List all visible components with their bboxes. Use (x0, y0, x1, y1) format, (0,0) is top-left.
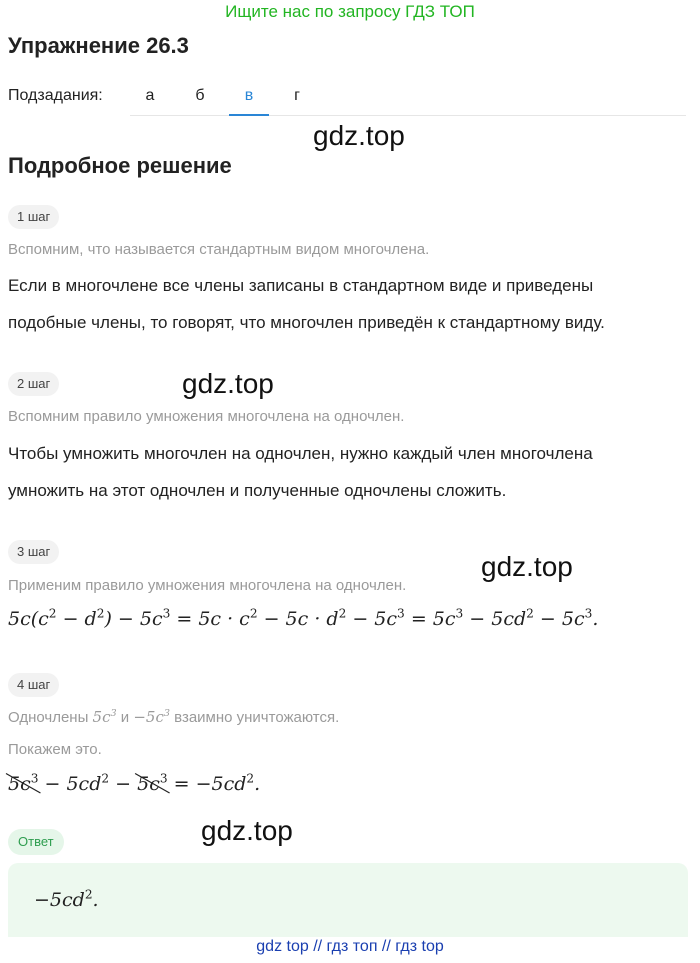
hint-text: Одночлены (8, 709, 89, 726)
footer-links[interactable]: gdz top // гдз топ // гдз top (256, 938, 444, 955)
hint-text: взаимно уничтожаются. (174, 709, 340, 726)
hint-text: и (120, 709, 130, 726)
cancelled-term (8, 773, 260, 795)
step-text: Чтобы умножить многочлен на одночлен, нужно каждый член многочлена (8, 444, 593, 463)
answer-badge: Ответ (8, 829, 64, 855)
strike-line (6, 773, 40, 793)
step-formula: $5c(c^2 - d^2) - 5c^3 = 5c \cdot c^2 - 5c \cdot d^2 - 5c^3 = 5c^3 - 5cd^2 - 5c^3$. (8, 606, 599, 630)
strike-line (135, 773, 169, 793)
hint-term: $5c^3$ (92, 708, 117, 726)
step-hint (8, 708, 339, 726)
tab-a[interactable]: а (145, 87, 155, 104)
step-text: умножить на этот одночлен и полученные одночлены сложить. (8, 481, 507, 500)
tab-g[interactable]: г (294, 87, 300, 104)
subtasks-label: Подзадания: (8, 87, 103, 104)
tabs-divider (130, 115, 686, 116)
step-badge: 1 шаг (8, 205, 59, 229)
term-text: $5c^3 - 5cd^2 - 5c^3 = -5cd^2$. (8, 771, 261, 795)
step-hint: Вспомним правило умножения многочлена на одночлен. (8, 408, 405, 425)
page-title: Упражнение 26.3 (8, 33, 189, 58)
watermark: gdz.top (201, 815, 293, 846)
tab-v[interactable]: в (244, 87, 254, 104)
answer-formula: $-5cd^2$. (34, 887, 99, 911)
search-banner: Ищите нас по запросу ГДЗ ТОП (225, 2, 475, 21)
hint-term: $-5c^3$ (133, 708, 170, 726)
step-badge: 4 шаг (8, 673, 59, 697)
step-hint: Применим правило умножения многочлена на одночлен. (8, 577, 407, 594)
watermark: gdz.top (481, 551, 573, 582)
step-badge: 2 шаг (8, 372, 59, 396)
watermark: gdz.top (313, 120, 405, 151)
cancellation-formula (8, 773, 260, 795)
active-tab-indicator (229, 114, 269, 116)
step-badge: 3 шаг (8, 540, 59, 564)
step-hint: Покажем это. (8, 741, 102, 758)
step-text: Если в многочлене все члены записаны в стандартном виде и приведены (8, 276, 594, 295)
section-title: Подробное решение (8, 153, 232, 178)
answer-box (8, 863, 688, 937)
step-hint: Вспомним, что называется стандартным видом многочлена. (8, 241, 430, 258)
tab-b[interactable]: б (195, 87, 205, 104)
step-text: подобные члены, то говорят, что многочлен приведён к стандартному виду. (8, 313, 605, 332)
watermark: gdz.top (182, 368, 274, 399)
strike-line (8, 773, 260, 795)
